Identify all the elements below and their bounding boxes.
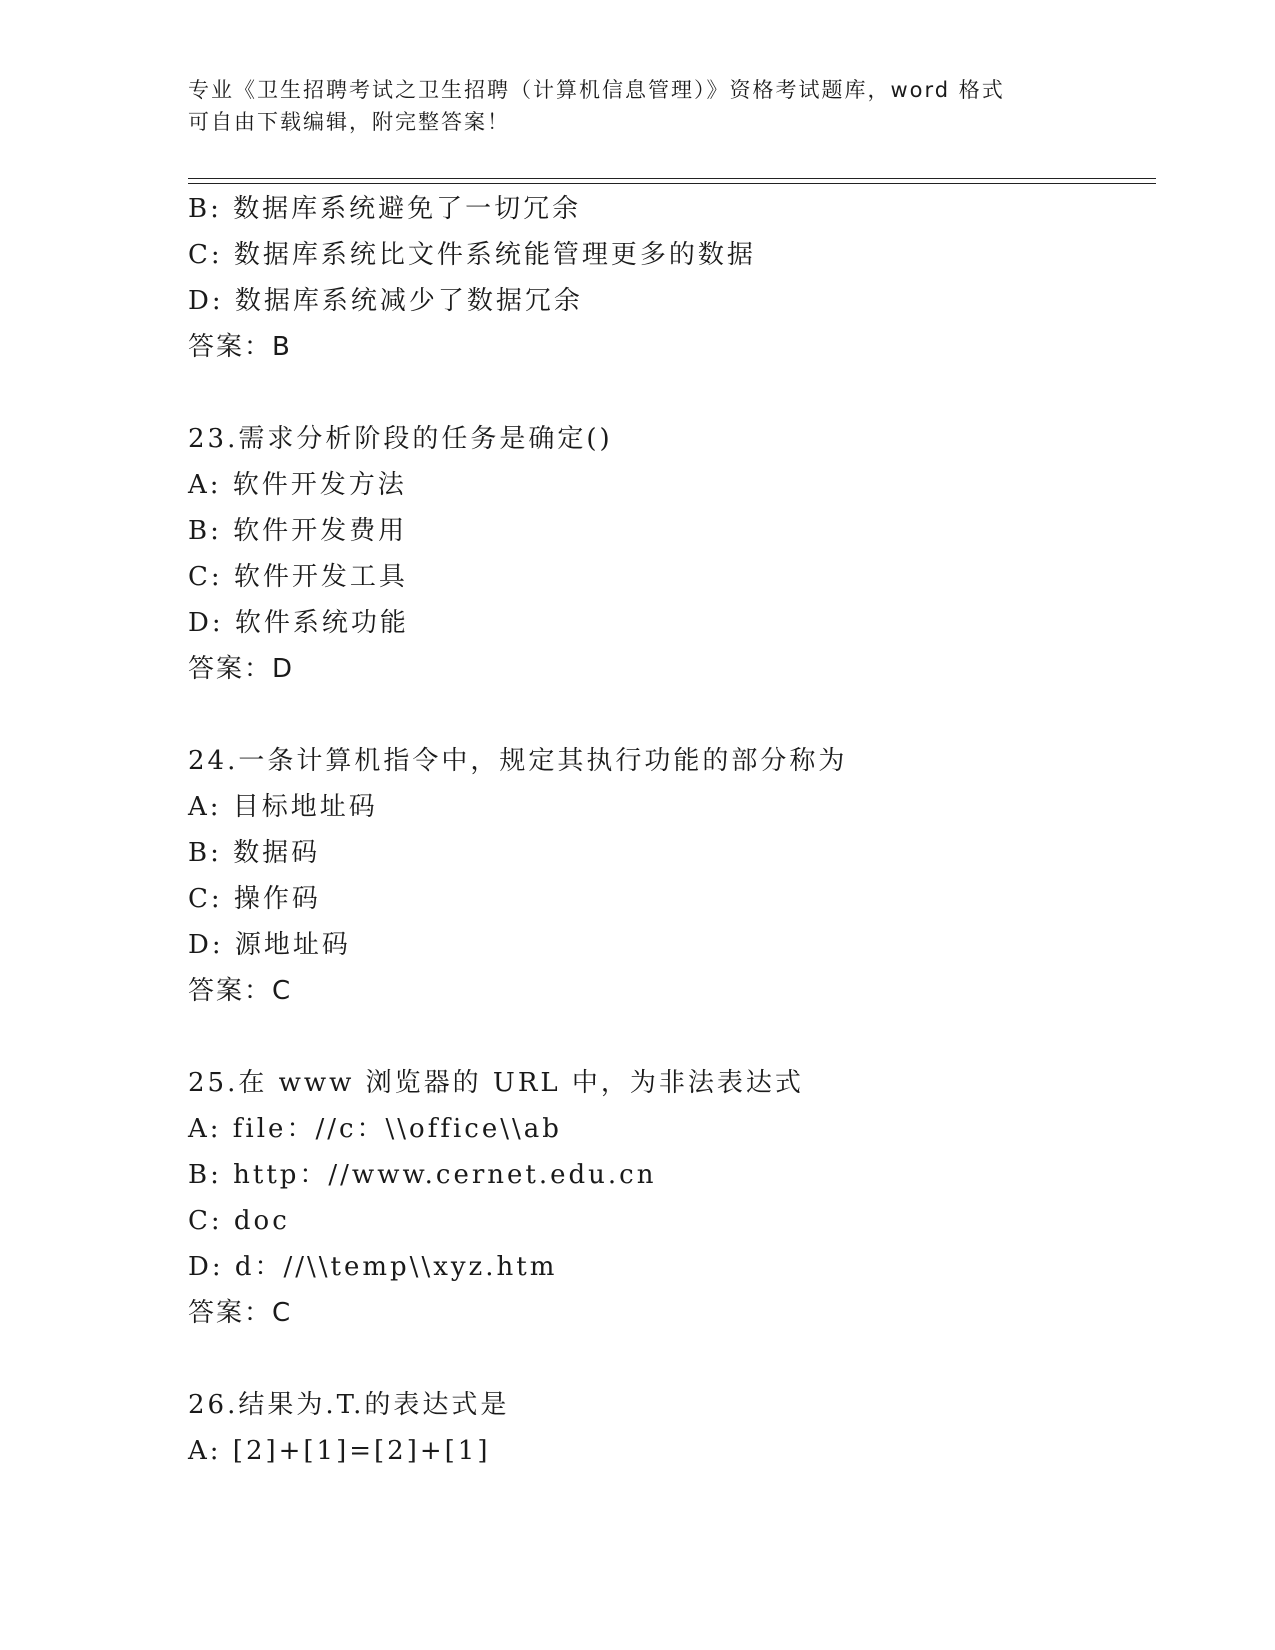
header-divider-bottom [188,183,1156,184]
header-line-2: 可自由下载编辑，附完整答案！ [188,110,510,134]
option-c: C: 数据库系统比文件系统能管理更多的数据 [188,240,756,270]
document-header [188,74,1068,138]
option-b: B: 数据库系统避免了一切冗余 [188,194,582,224]
question-list [188,186,1148,1474]
question-text: 26.结果为.T.的表达式是 [188,1390,510,1420]
answer-text: 答案：B [188,332,292,362]
option-a: A: [2]+[1]=[2]+[1] [188,1436,491,1466]
header-line-1: 专业《卫生招聘考试之卫生招聘（计算机信息管理）》资格考试题库，word 格式 [188,78,1005,102]
option-c: C: 操作码 [188,884,321,914]
question-block [188,1060,1148,1336]
question-block [188,416,1148,692]
question-text: 24.一条计算机指令中，规定其执行功能的部分称为 [188,746,848,776]
option-c: C: doc [188,1206,290,1236]
option-a: A: file：//c：\\office\\ab [188,1114,562,1144]
answer-text: 答案：C [188,976,293,1006]
option-b: B: 数据码 [188,838,321,868]
option-b: B: http：//www.cernet.edu.cn [188,1160,657,1190]
option-a: A: 软件开发方法 [188,470,407,500]
answer-text: 答案：D [188,654,295,684]
answer-text: 答案：C [188,1298,293,1328]
option-b: B: 软件开发费用 [188,516,408,546]
question-block [188,1382,1148,1474]
question-text: 23.需求分析阶段的任务是确定() [188,424,613,454]
question-block [188,738,1148,1014]
question-text: 25.在 www 浏览器的 URL 中，为非法表达式 [188,1068,804,1098]
option-a: A: 目标地址码 [188,792,378,822]
option-d: D: d：//\\temp\\xyz.htm [188,1252,558,1282]
option-d: D: 源地址码 [188,930,351,960]
question-block [188,186,1148,370]
header-divider-top [188,178,1156,179]
option-d: D: 软件系统功能 [188,608,409,638]
option-d: D: 数据库系统减少了数据冗余 [188,286,583,316]
option-c: C: 软件开发工具 [188,562,408,592]
